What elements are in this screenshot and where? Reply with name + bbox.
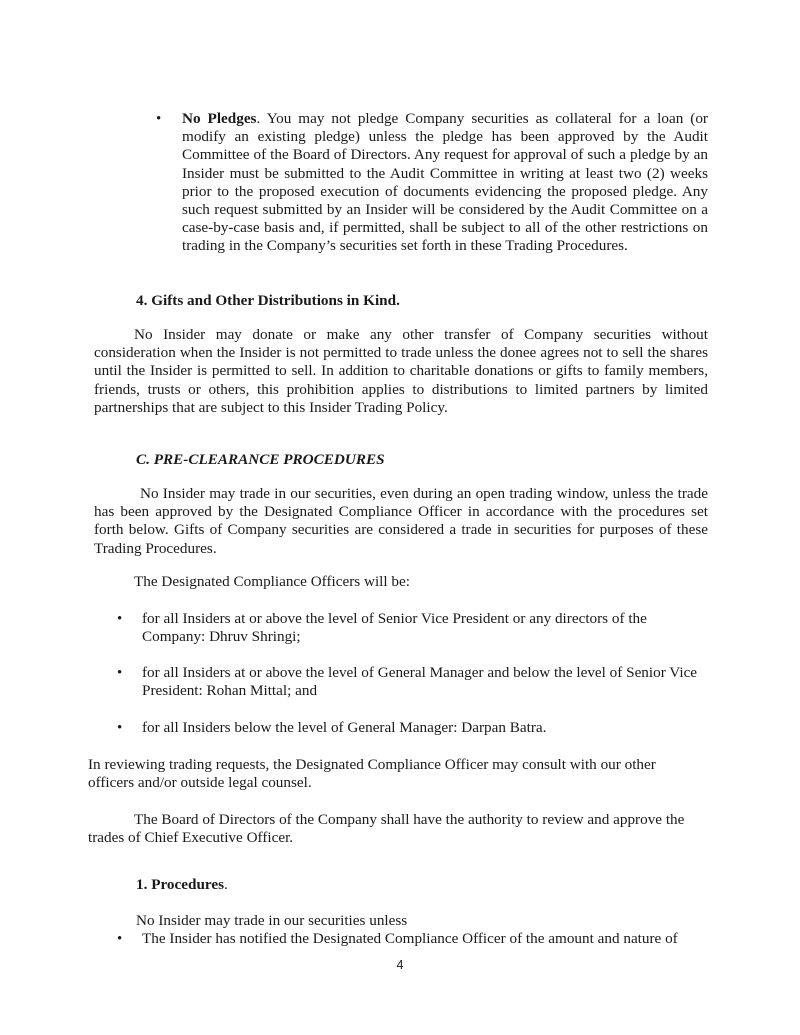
officers-intro: The Designated Compliance Officers will be: [134, 573, 410, 590]
board-paragraph: The Board of Directors of the Company shall have the authority to review and approve the trades of Chief Executive Officer. [88, 811, 685, 847]
officer-item: for all Insiders below the level of General Manager: Darpan Batra. [142, 719, 547, 736]
no-pledges-text: . You may not pledge Company securities as collateral for a loan (or modify an existing pledge) unless the pledge has been approved by the Audit Committee of the Board of Directors. Any request for approval of such a pledge by an Insider must be submitted to the Audit Committee in writing at least two (2) weeks prior to the proposed execution of documents evidencing the proposed pledge. Any such request submitted by an Insider will be considered by the Audit Committee on a case-by-case basis and, if permitted, shall be subject to all of the other restrictions on trading in the Company’s securities set forth in these Trading Procedures. [182, 110, 708, 255]
procedures-heading-period: . [224, 876, 228, 893]
procedures-intro: No Insider may trade in our securities unless [136, 912, 408, 929]
bullet-marker: • [117, 611, 123, 627]
officer-item: for all Insiders at or above the level of General Manager and below the level of Senior Vice President: Rohan Mittal; and [142, 664, 698, 700]
no-pledges-paragraph [182, 110, 708, 256]
reviewing-paragraph: In reviewing trading requests, the Designated Compliance Officer may consult with our other officers and/or outside legal counsel. [88, 756, 656, 792]
no-pledges-lead: No Pledges [182, 110, 257, 127]
procedures-heading [136, 876, 228, 894]
procedures-heading-text: 1. Procedures [136, 876, 225, 893]
section-c-heading: C. PRE-CLEARANCE PROCEDURES [136, 451, 385, 468]
page-number: 4 [396, 958, 404, 972]
officer-item: for all Insiders at or above the level of Senior Vice President or any directors of the Company: Dhruv Shringi; [142, 610, 647, 646]
section-4-paragraph: No Insider may donate or make any other transfer of Company securities without consideration when the Insider is not permitted to trade unless the donee agrees not to sell the shares until the Insider is permitted to sell. In addition to charitable donations or gifts to family members, friends, trusts or others, this prohibition applies to distributions to limited partners by limited partnerships that are subject to this Insider Trading Policy. [94, 326, 708, 416]
section-c-paragraph: No Insider may trade in our securities, even during an open trading window, unless the trade has been approved by the Designated Compliance Officer in accordance with the procedures set forth below. Gifts of Company securities are considered a trade in securities for purposes of these Trading Procedures. [94, 485, 708, 557]
bullet-marker: • [156, 111, 162, 127]
bullet-marker: • [117, 720, 123, 736]
section-4-heading: 4. Gifts and Other Distributions in Kind. [136, 292, 400, 309]
bullet-marker: • [117, 931, 123, 947]
procedures-first-bullet: The Insider has notified the Designated Compliance Officer of the amount and nature of [142, 930, 678, 947]
bullet-marker: • [117, 665, 123, 681]
